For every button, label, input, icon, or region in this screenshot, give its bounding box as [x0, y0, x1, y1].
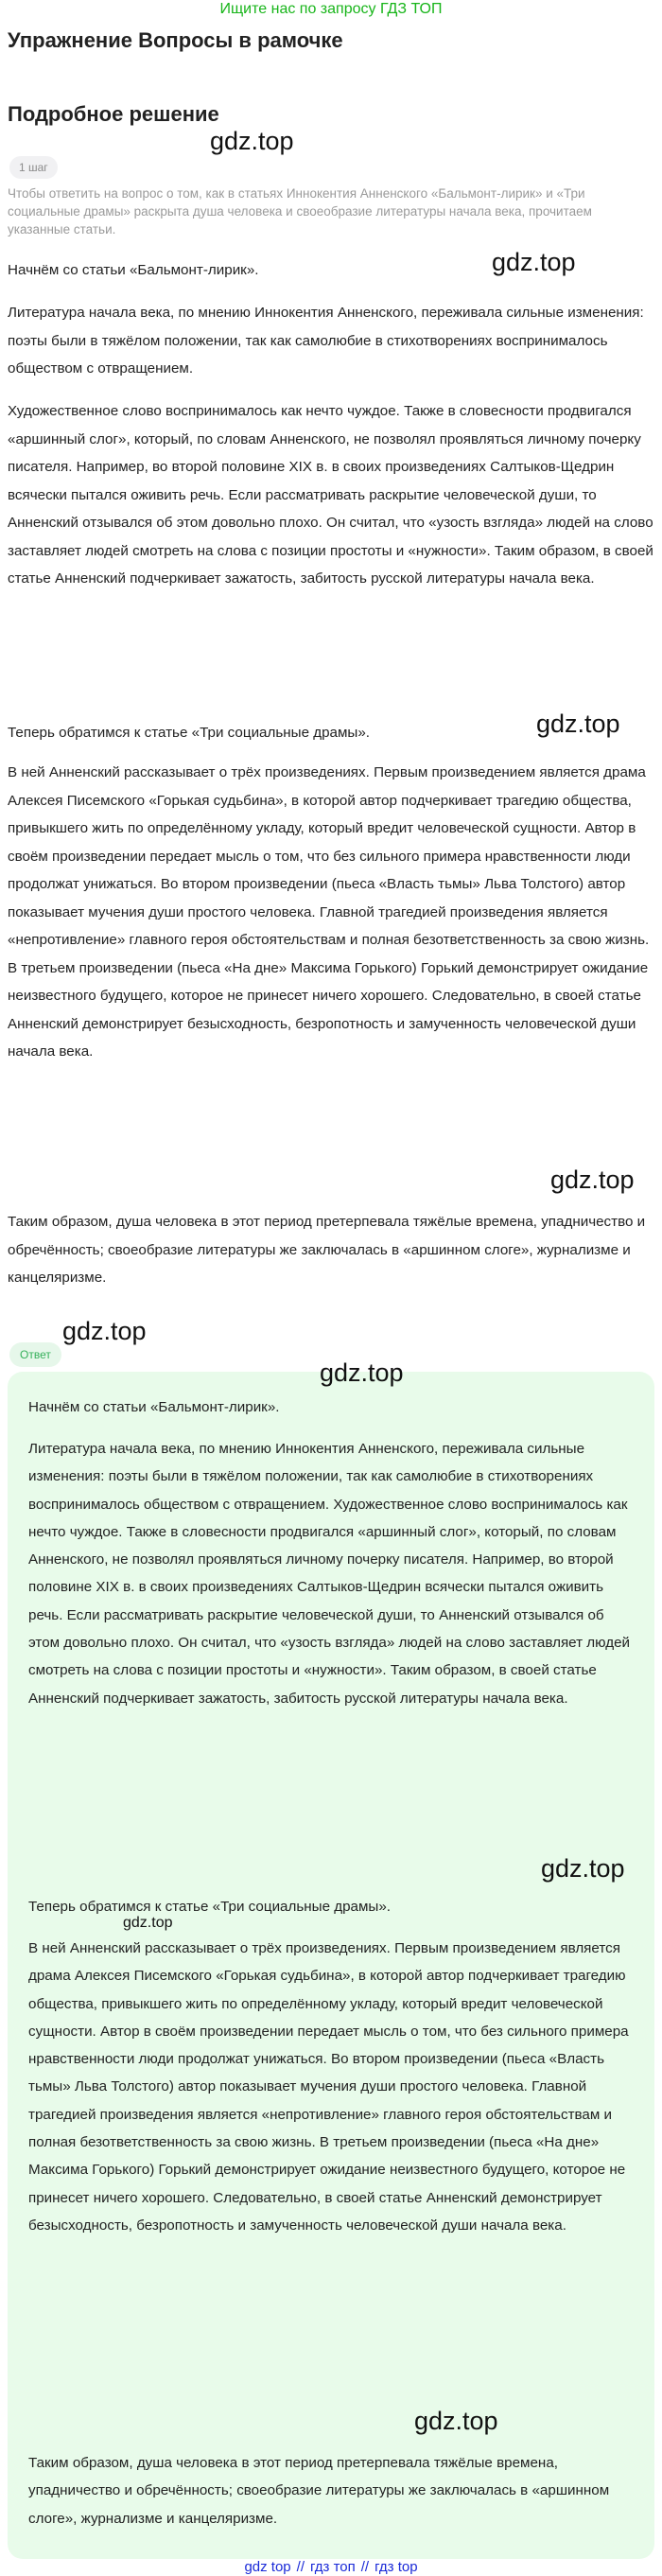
watermark: gdz.top — [62, 1317, 147, 1345]
solution-paragraph: Начнём со статьи «Бальмонт-лирик». — [8, 262, 259, 278]
solution-paragraph: Художественное слово воспринималось как нечто чуждое. Также в словесности продвигался «аршинный слог», который, по словам Анненского, не позволял проявляться личному почерку писателя. Например, во второй половине XIX в. в своих произведениях Салтыков-Щедрин всячески пытался оживить речь. Если рассматривать раскрытие человеческой души, то Анненский отзывался об этом довольно плохо. Он считал, что «узость взгляда» людей на слово заставляет людей смотреть на слова с позиции простоты и «нужности». Таким образом, в своей статье Анненский подчеркивает зажатость, забитость русской литературы начала века. — [8, 403, 653, 587]
footer — [0, 2559, 662, 2576]
step-badge: 1 шаг — [9, 156, 58, 179]
watermark: gdz.top — [492, 248, 576, 276]
answer-paragraph: Теперь обратимся к статье «Три социальные драмы». — [28, 1899, 392, 1915]
page-title: Упражнение Вопросы в рамочке — [8, 28, 343, 52]
watermark: gdz.top — [550, 1165, 635, 1194]
watermark: gdz.top — [414, 2407, 498, 2435]
section-heading: Подробное решение — [8, 102, 219, 126]
top-banner: Ищите нас по запросу ГДЗ ТОП — [219, 1, 443, 17]
answer-paragraph: Таким образом, душа человека в этот период претерпевала тяжёлые времена, упадничество и обречённость; своеобразие литературы же заключалась в «аршинном слоге», журнализме и канцеляризме. — [28, 2455, 610, 2527]
footer-link-gdz-top[interactable]: gdz top — [244, 2559, 291, 2575]
solution-paragraph: Теперь обратимся к статье «Три социальные драмы». — [8, 725, 371, 741]
footer-link-gdz-top-ru[interactable]: гдз топ — [310, 2559, 356, 2575]
solution-paragraph: В ней Анненский рассказывает о трёх произведениях. Первым произведением является драма Алексея Писемского «Горькая судьбина», в которой автор подчеркивает трагедию общества, привыкшего жить по определённому укладу, который вредит человеческой сущности. Автор в своём произведении передает мысль о том, что без сильного примера нравственности люди продолжат унижаться. Во втором произведении (пьеса «Власть тьмы» Льва Толстого) автор показывает мучения души простого человека. Главной трагедией произведения является «непротивление» главного героя обстоятельствам и полная безответственность за свою жизнь. В третьем произведении (пьеса «На дне» Максима Горького) Горький демонстрирует ожидание неизвестного будущего, которое не принесет ничего хорошего. Следовательно, в своей статье Анненский демонстрирует безысходность, безропотность и замученность человеческой души начала века. — [8, 764, 650, 1060]
watermark: gdz.top — [210, 127, 294, 155]
intro-text: Чтобы ответить на вопрос о том, как в статьях Иннокентия Анненского «Бальмонт-лирик» и «Три социальные драмы» раскрыта душа человека и своеобразие литературы начала века, прочитаем указанные статьи. — [8, 186, 592, 237]
solution-paragraph: Таким образом, душа человека в этот период претерпевала тяжёлые времена, упадничество и обречённость; своеобразие литературы же заключалась в «аршинном слоге», журнализме и канцеляризме. — [8, 1214, 646, 1286]
watermark: gdz.top — [536, 710, 620, 738]
solution-paragraph: Литература начала века, по мнению Иннокентия Анненского, переживала сильные изменения: поэты были в тяжёлом положении, так как самолюбие в стихотворениях воспринималось обществом с отвращением. — [8, 305, 644, 377]
answer-paragraph: Начнём со статьи «Бальмонт-лирик». — [28, 1399, 280, 1415]
footer-separator: // — [360, 2559, 370, 2575]
watermark: gdz.top — [123, 1915, 173, 1931]
footer-link-gdz-top-mixed[interactable]: гдз top — [375, 2559, 418, 2575]
answer-paragraph: Литература начала века, по мнению Иннокентия Анненского, переживала сильные изменения: поэты были в тяжёлом положении, так как самолюбие в стихотворениях воспринималось обществом с отвращением. Художественное слово воспринималось как нечто чуждое. Также в словесности продвигался «аршинный слог», который, по словам Анненского, не позволял проявляться личному почерку писателя. Например, во второй половине XIX в. в своих произведениях Салтыков-Щедрин всячески пытался оживить речь. Если рассматривать раскрытие человеческой души, то Анненский отзывался об этом довольно плохо. Он считал, что «узость взгляда» людей на слово заставляет людей смотреть на слова с позиции простоты и «нужности». Таким образом, в своей статье Анненский подчеркивает зажатость, забитость русской литературы начала века. — [28, 1441, 631, 1707]
answer-badge: Ответ — [9, 1342, 61, 1367]
watermark: gdz.top — [320, 1358, 404, 1387]
answer-paragraph: В ней Анненский рассказывает о трёх произведениях. Первым произведением является драма Алексея Писемского «Горькая судьбина», в которой автор подчеркивает трагедию общества, привыкшего жить по определённому укладу, который вредит человеческой сущности. Автор в своём произведении передает мысль о том, что без сильного примера нравственности люди продолжат унижаться. Во втором произведении (пьеса «Власть тьмы» Льва Толстого) автор показывает мучения души простого человека. Главной трагедией произведения является «непротивление» главного героя обстоятельствам и полная безответственность за свою жизнь. В третьем произведении (пьеса «На дне» Максима Горького) Горький демонстрирует ожидание неизвестного будущего, которое не принесет ничего хорошего. Следовательно, в своей статье Анненский демонстрирует безысходность, безропотность и замученность человеческой души начала века. — [28, 1940, 629, 2234]
footer-separator: // — [296, 2559, 305, 2575]
watermark: gdz.top — [541, 1854, 625, 1883]
